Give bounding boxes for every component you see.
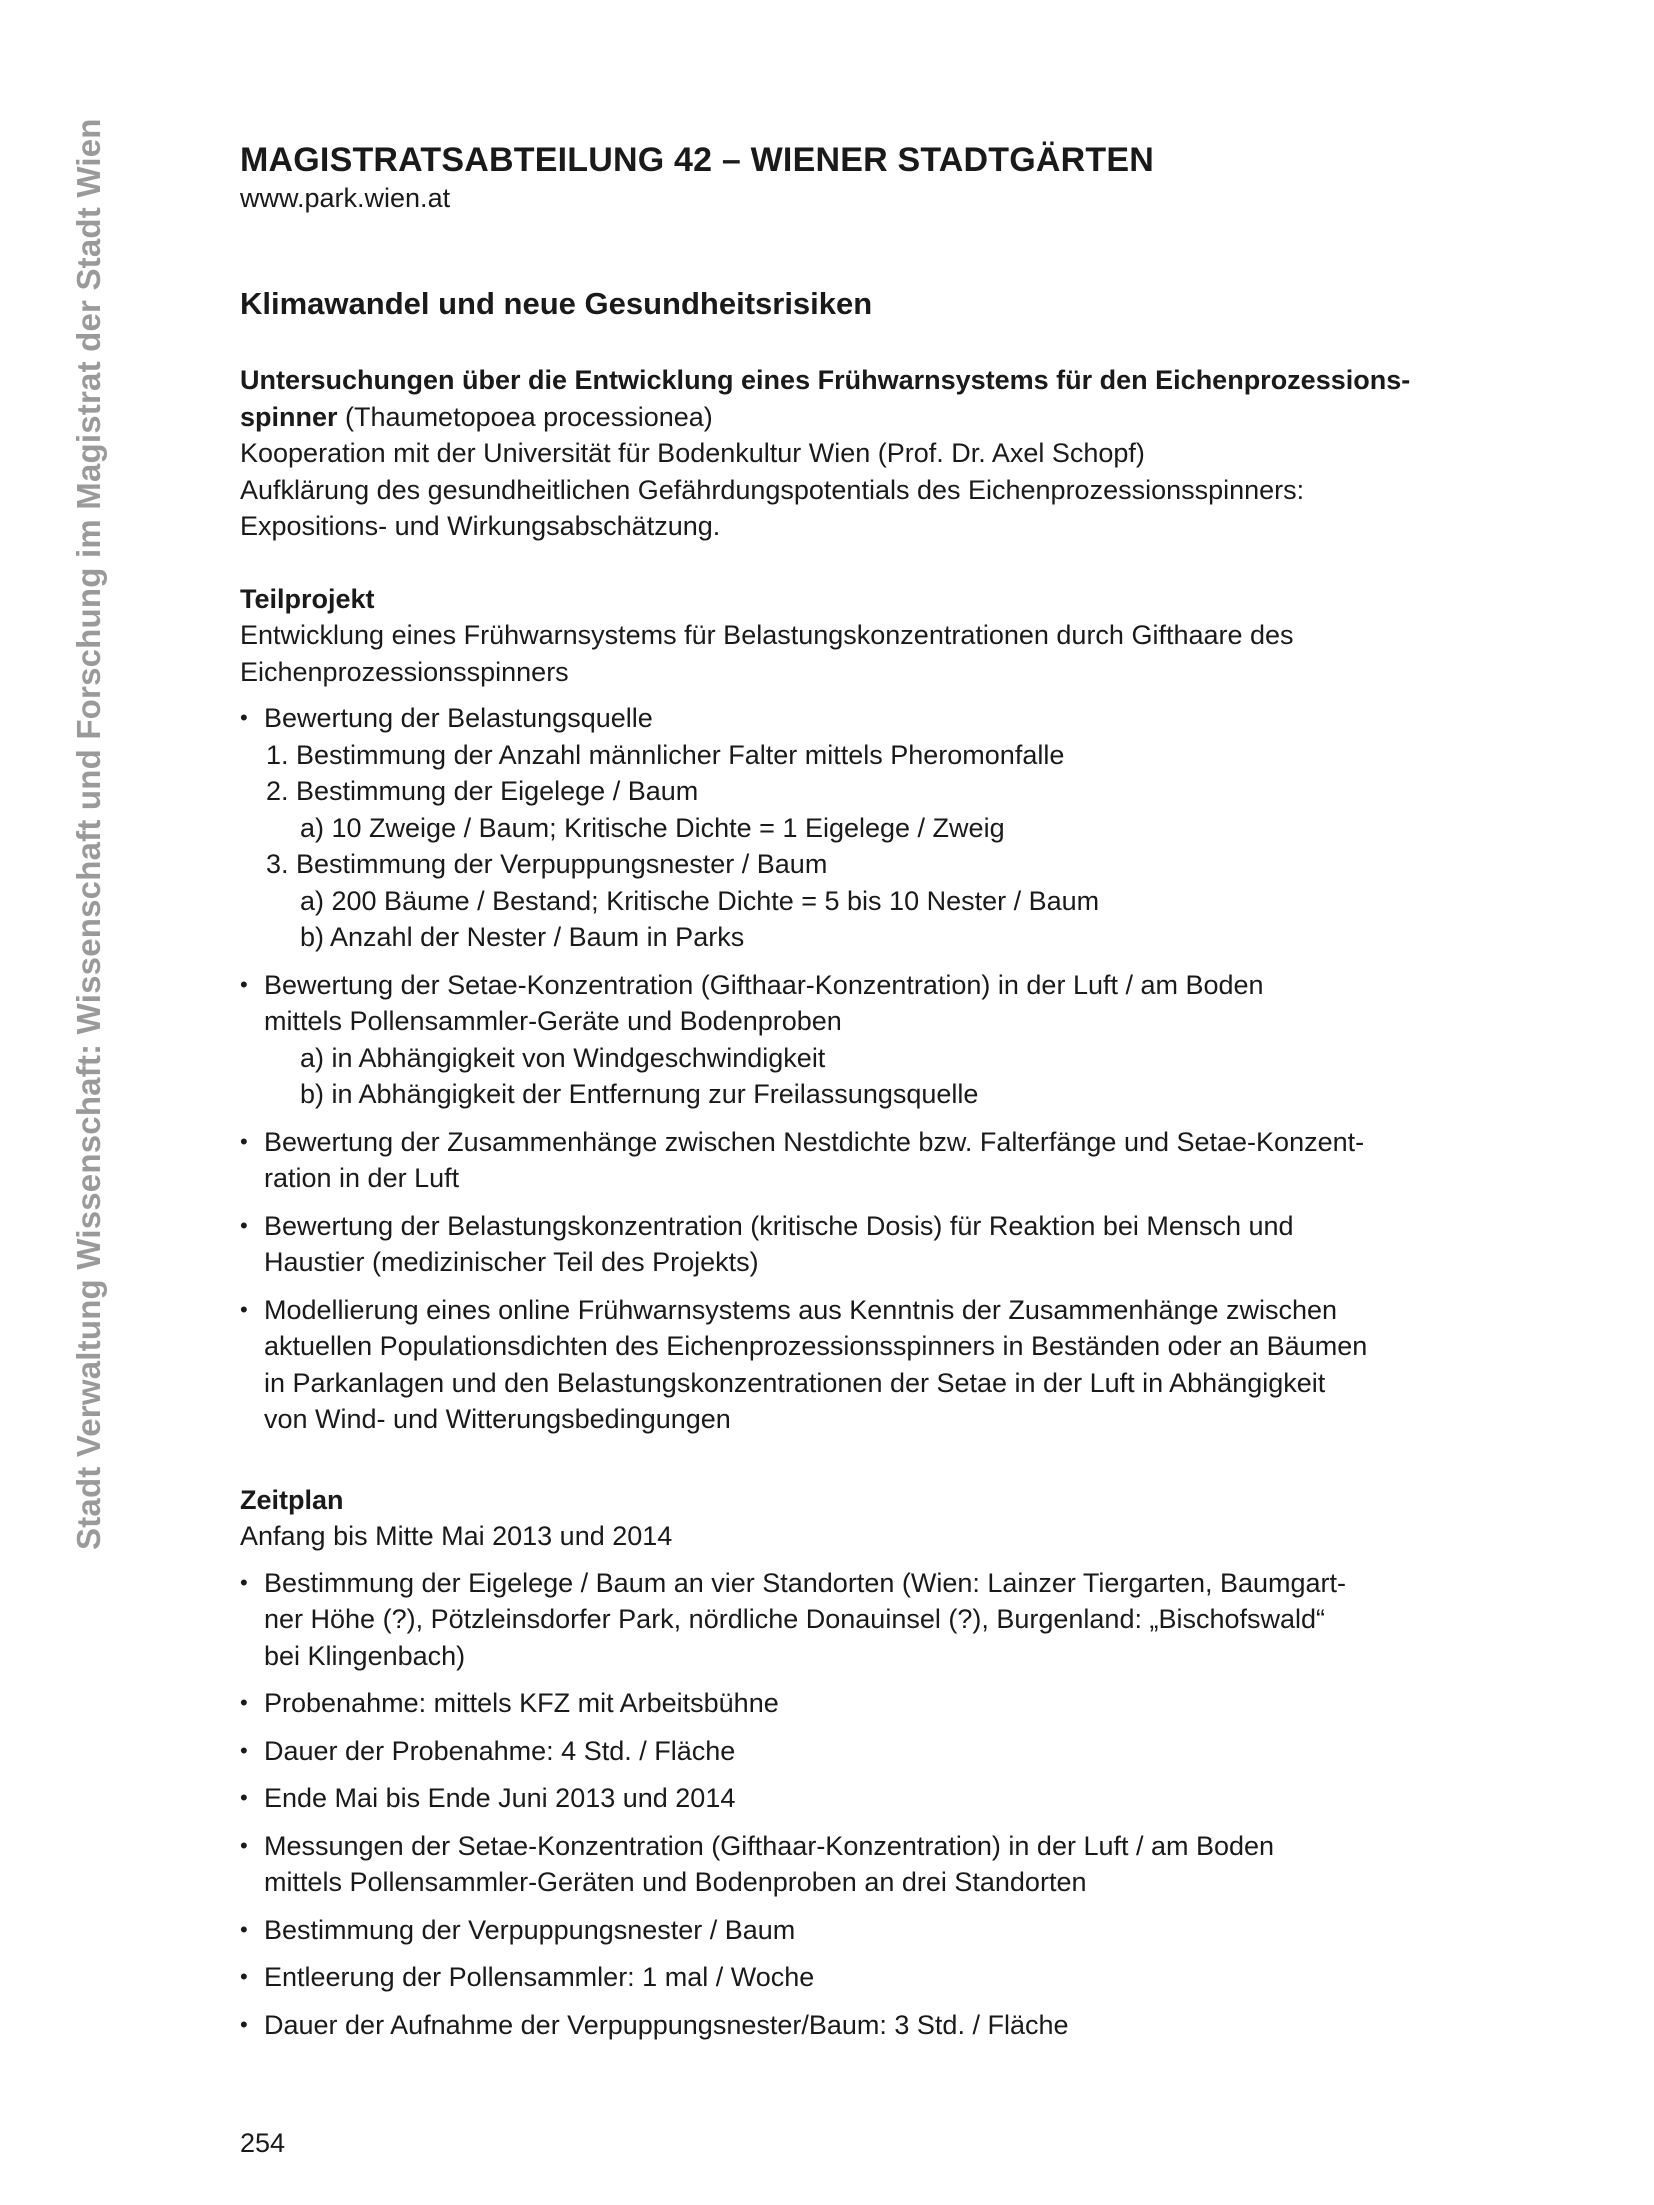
page-number: 254 — [240, 2128, 286, 2158]
section-title: Klimawandel und neue Gesundheitsrisiken — [240, 286, 873, 321]
teilprojekt-section — [240, 581, 1470, 1438]
list-item: • Bewertung der Setae-Konzentration (Gifthaar-Konzentration) in der Luft / am Boden mittels Pollensammler-Geräte und Bodenproben a) in Abhängigkeit von Windgeschwindigkeit b) in Abhängigkeit der Entfernung zur Freilassungsquelle — [240, 967, 1470, 1113]
teilprojekt-heading: Teilprojekt — [240, 583, 375, 614]
list-item: • Bewertung der Belastungsquelle 1. Bestimmung der Anzahl männlicher Falter mittels Pheromonfalle 2. Bestimmung der Eigelege / Baum a) 10 Zweige / Baum; Kritische Dichte = 1 Eigelege / Zweig 3. Bestimmung der Verpuppungsnester / Baum a) 200 Bäume / Bestand; Kritische Dichte = 5 bis 10 Nester / Baum b) Anzahl der Nester / Baum in Parks — [240, 700, 1470, 956]
side-running-title: Stadt Verwaltung Wissenschaft: Wissenschaft und Forschung im Magistrat der Stadt Wien — [70, 118, 107, 1550]
zeitplan-list — [240, 1565, 1470, 2044]
project-aufklaerung-line-1: Aufklärung des gesundheitlichen Gefährdungspotentials des Eichenprozessionsspinners: — [240, 474, 1305, 505]
list-item: • Probenahme: mittels KFZ mit Arbeitsbühne — [240, 1685, 1470, 1722]
list-item: • Bestimmung der Eigelege / Baum an vier Standorten (Wien: Lainzer Tiergarten, Baumgart- ner Höhe (?), Pötzleinsdorfer Park, nördliche Donauinsel (?), Burgenland: „Bischofswald“ bei Klingenbach) — [240, 1565, 1470, 1675]
zeitplan-intro: Anfang bis Mitte Mai 2013 und 2014 — [240, 1521, 673, 1551]
project-description — [240, 362, 1470, 545]
department-title: MAGISTRATSABTEILUNG 42 – WIENER STADTGÄRTEN — [240, 141, 1155, 179]
page-content — [240, 140, 1470, 2054]
list-item: • Entleerung der Pollensammler: 1 mal / Woche — [240, 1959, 1470, 1996]
list-item: • Ende Mai bis Ende Juni 2013 und 2014 — [240, 1780, 1470, 1817]
list-item: • Dauer der Probenahme: 4 Std. / Fläche — [240, 1733, 1470, 1770]
list-item: • Modellierung eines online Frühwarnsystems aus Kenntnis der Zusammenhänge zwischen aktuellen Populationsdichten des Eichenprozessionsspinners in Beständen oder an Bäumen in Parkanlagen und den Belastungskonzentrationen der Setae in der Luft in Abhängigkeit von Wind- und Witterungsbedingungen — [240, 1292, 1470, 1438]
teilprojekt-list — [240, 700, 1470, 1438]
zeitplan-heading: Zeitplan — [240, 1484, 344, 1515]
list-item: • Dauer der Aufnahme der Verpuppungsnester/Baum: 3 Std. / Fläche — [240, 2007, 1470, 2044]
department-url: www.park.wien.at — [240, 183, 451, 213]
project-cooperation: Kooperation mit der Universität für Bodenkultur Wien (Prof. Dr. Axel Schopf) — [240, 438, 1145, 468]
list-item: • Bewertung der Zusammenhänge zwischen Nestdichte bzw. Falterfänge und Setae-Konzent- ration in der Luft — [240, 1124, 1470, 1197]
list-item: • Bestimmung der Verpuppungsnester / Baum — [240, 1912, 1470, 1949]
list-item: • Bewertung der Belastungskonzentration (kritische Dosis) für Reaktion bei Mensch und Haustier (medizinischer Teil des Projekts) — [240, 1208, 1470, 1281]
project-title-line-1: Untersuchungen über die Entwicklung eines Frühwarnsystems für den Eichenprozessions- — [240, 365, 1411, 395]
project-aufklaerung-line-2: Expositions- und Wirkungsabschätzung. — [240, 511, 721, 541]
list-item: • Messungen der Setae-Konzentration (Gifthaar-Konzentration) in der Luft / am Boden mittels Pollensammler-Geräten und Bodenproben an drei Standorten — [240, 1828, 1470, 1901]
teilprojekt-intro-line-1: Entwicklung eines Frühwarnsystems für Belastungskonzentrationen durch Gifthaare des — [240, 620, 1294, 650]
project-title-line-2: spinner (Thaumetopoea processionea) — [240, 401, 713, 432]
zeitplan-section — [240, 1482, 1470, 2044]
teilprojekt-intro-line-2: Eichenprozessionsspinners — [240, 656, 569, 687]
